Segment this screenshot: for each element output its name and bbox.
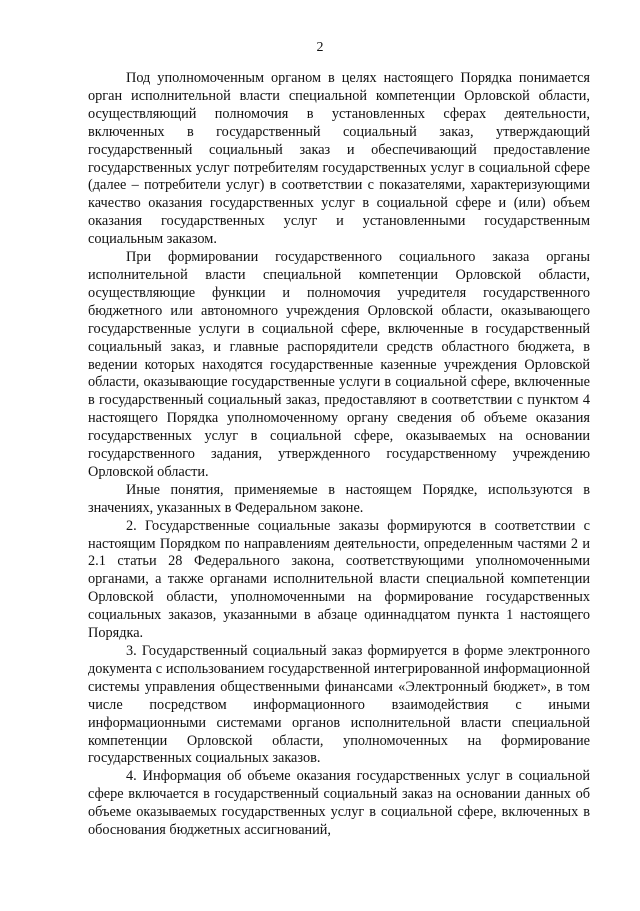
paragraph-item-4: 4. Информация об объеме оказания государственных услуг в социальной сфере включается в государственный социальный заказ на основании данных об объеме оказываемых государственных услуг в социальной сфере, включенных в обоснования бюджетных ассигнований, xyxy=(88,768,590,839)
page-number: 2 xyxy=(316,40,324,55)
paragraph-formation: При формировании государственного социального заказа органы исполнительной власти специальной компетенции Орловской области, осуществляющие функции и полномочия учредителя государственного бюджетного или автономного учреждения Орловской области, оказывающего государственные услуги в социальной сфере, включенные в государственный социальный заказ, и главные распорядители средств областного бюджета, в ведении которых находятся государственные казенные учреждения Орловской области, оказывающие государственные услуги в социальной сфере, включенные в государственный социальный заказ, предоставляют в соответствии с пунктом 4 настоящего Порядка уполномоченному органу сведения об объеме оказания государственных услуг в социальной сфере, оказываемых на основании государственного задания, утвержденного государственному учреждению Орловской области. xyxy=(88,249,590,480)
document-body xyxy=(88,70,590,840)
paragraph-item-3: 3. Государственный социальный заказ формируется в форме электронного документа с использованием государственной интегрированной информационной системы управления общественными финансами «Электронный бюджет», в том числе посредством информационного взаимодействия с иными информационными системами органов исполнительной власти специальной компетенции Орловской области, уполномоченных на формирование государственных социальных заказов. xyxy=(88,643,590,767)
paragraph-authorized-body: Под уполномоченным органом в целях настоящего Порядка понимается орган исполнительной власти специальной компетенции Орловской области, осуществляющий полномочия в установленных сферах деятельности, включенных в государственный социальный заказ, утверждающий государственный социальный заказ и обеспечивающий предоставление государственных услуг потребителям государственных услуг в социальной сфере (далее – потребители услуг) в соответствии с показателями, характеризующими качество оказания государственных услуг в социальной сфере и (или) объем оказания государственных услуг и установленными государственным социальным заказом. xyxy=(88,70,590,248)
paragraph-other-terms: Иные понятия, применяемые в настоящем Порядке, используются в значениях, указанных в Федеральном законе. xyxy=(88,481,590,516)
paragraph-item-2: 2. Государственные социальные заказы формируются в соответствии с настоящим Порядком по направлениям деятельности, определенным частями 2 и 2.1 статьи 28 Федерального закона, соответствующими уполномоченными органами, а также органами исполнительной власти специальной компетенции Орловской области, уполномоченными на формирование государственных социальных заказов, указанными в абзаце одиннадцатом пункта 1 настоящего Порядка. xyxy=(88,517,590,642)
